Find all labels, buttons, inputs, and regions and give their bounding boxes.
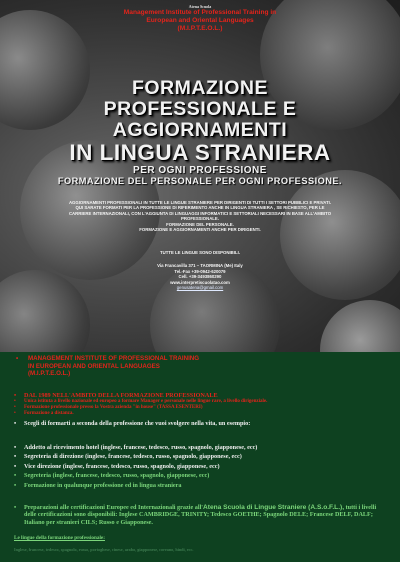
footer-block <box>14 535 394 552</box>
list-item-text: Formazione in qualunque professione ed in lingua straniera <box>24 481 182 489</box>
intro-line: QUI SARATE FORMATI PER LA PROFESSIONE DI RIFERIMENTO ANCHE IN LINGUA STRANIERA , SE RICHIESTO, PER LE <box>75 205 325 211</box>
intro-line: FORMAZIONE DEL PERSONALE. <box>166 221 234 227</box>
contact-website[interactable]: www.interpretiscuolatao.com <box>170 279 230 285</box>
intro-block <box>0 200 400 232</box>
languages-available: TUTTE LE LINGUE SONO DISPONIBILI. <box>160 250 240 255</box>
headline-line: AGGIORNAMENTI <box>112 119 288 141</box>
header-small-label: Atena Scuola <box>188 4 212 9</box>
footer-title: Le lingue della formazione professionale: <box>14 535 105 541</box>
header-org-line: European and Oriental Languages <box>146 17 254 24</box>
section-title-line: (M.I.P.T.E.O.L.) <box>28 370 71 378</box>
list-item <box>10 463 390 470</box>
list-item <box>10 411 390 417</box>
bullet-icon: • <box>16 355 19 362</box>
list-item-text: Segreteria di direzione (inglese, francese, tedesco, russo, spagnolo, giapponese, ecc) <box>24 453 242 461</box>
bullet-icon: • <box>14 405 16 411</box>
intro-line: PROFESSIONALE. <box>181 216 219 222</box>
footer-languages: Inglese, francese, tedesco, spagnolo, russo, portoghese, cinese, arabo, giapponese, coreano, hindi, ecc. <box>14 547 194 552</box>
list-item-text: Formazione professionale presso la Vostra azienda "in house" (TASSA ESENTERI) <box>24 405 203 411</box>
headline-line: FORMAZIONE <box>131 77 269 99</box>
bullet-icon: • <box>14 481 17 489</box>
bullet-icon: • <box>14 444 17 451</box>
list-item <box>10 472 390 479</box>
header-org-line: Management Institute of Professional Training in <box>123 9 277 16</box>
list-item-text: Addetto al ricevimento hotel (inglese, francese, tedesco, russo, spagnolo, giapponese, ecc) <box>24 444 258 451</box>
coin-decoration <box>320 300 400 352</box>
contacts-block <box>0 250 400 290</box>
list-item-text: Segreteria (inglese, francese, tedesco, russo, spagnolo, giapponese, ecc) <box>24 472 210 480</box>
section-title-line <box>16 355 199 363</box>
list-item-text: Scegli di formarti a seconda della professione che vuoi svolgere nella vita, un esempio: <box>24 420 251 427</box>
list-item <box>10 482 390 489</box>
section-title-text: MANAGEMENT INSTITUTE OF PROFESSIONAL TRAINING <box>28 355 200 362</box>
contact-email-link[interactable]: genusatena@gmail.com <box>176 285 224 291</box>
contact-cell: Cell. +39-3493860290 <box>178 274 222 280</box>
bullet-icon: • <box>14 462 17 470</box>
list-item <box>10 392 390 399</box>
header-org <box>0 9 400 33</box>
bullet-icon: • <box>14 453 17 461</box>
intro-line: CARRIERE INTERNAZIONALI, CON L'AGGIUNTA DI LINGUAGGI INFORMATICI E SETTORIALI NECESSARI IN BASE ALL'AMBITO <box>68 210 332 216</box>
list-item-text: Vice direzione (inglese, francese, tedesco, russo, spagnolo, giapponese, ecc) <box>24 462 220 470</box>
intro-line: FORMAZIONE E AGGIORNAMENTI ANCHE PER DIRIGENTI. <box>139 227 261 233</box>
cert-school-name: Atena Scuola di Lingue Straniere (A.S.o.F.L.), <box>203 504 345 511</box>
section-title <box>16 355 199 378</box>
headline-subtitle-2: FORMAZIONE DEL PERSONALE PER OGNI PROFESSIONE. <box>57 176 343 186</box>
intro-line: AGGIORNAMENTI PROFESSIONALI IN TUTTE LE LINGUE STRANIERE PER DIRIGENTI DI TUTTI I SETTORI PUBBLICI E PRIVATI. <box>68 200 332 205</box>
bullet-icon: • <box>14 472 17 480</box>
list-item <box>10 453 390 460</box>
list-item <box>10 504 390 526</box>
contact-address: Via Francavilla 371 – TAORMINA (Me) Italy <box>157 263 243 269</box>
header-org-line: (M.I.P.T.E.O.L.) <box>177 25 223 32</box>
certifications-block <box>10 504 390 526</box>
contact-phone: Tel.-Fax +39-0942-620079 <box>174 268 226 274</box>
lower-section <box>0 352 400 562</box>
headline <box>0 78 400 187</box>
bullet-icon: • <box>14 420 17 427</box>
list-item <box>10 420 390 427</box>
list-item-text: Unica istituta a livello nazionale ed europeo a formare Manager e personale nelle lingue rare, a livello dirigenziale. <box>24 399 268 405</box>
bullet-icon: • <box>14 399 16 405</box>
profession-list <box>10 444 390 491</box>
red-list <box>10 392 390 417</box>
headline-line: PROFESSIONALE E <box>103 98 297 120</box>
list-item <box>10 444 390 451</box>
headline-line: IN LINGUA STRANIERA <box>69 140 331 165</box>
list-item-text: DAL 1989 NELL'AMBITO DELLA FORMAZIONE PROFESSIONALE <box>24 392 218 399</box>
choose-line <box>10 420 390 427</box>
headline-subtitle: PER OGNI PROFESSIONE <box>133 165 267 176</box>
cert-details: tutti i livelli delle certificazioni sono disponibili: Inglese CAMBRIDGE, TRINITY; Tedesco GOETHE; Spagnolo DELE; Francese DELF, DALF; Italiano per stranieri CILS; Russo e Giapponese. <box>24 504 377 526</box>
cert-prefix: Preparazioni alle certificazioni Europee ed Internazionali grazie all' <box>24 504 204 511</box>
bullet-icon: • <box>14 392 17 399</box>
section-title-line: IN EUROPEAN AND ORIENTAL LANGUAGES <box>28 362 160 370</box>
bullet-icon: • <box>14 411 16 417</box>
list-item-text: Formazione a distanza. <box>24 411 74 417</box>
bullet-icon: • <box>14 504 17 511</box>
